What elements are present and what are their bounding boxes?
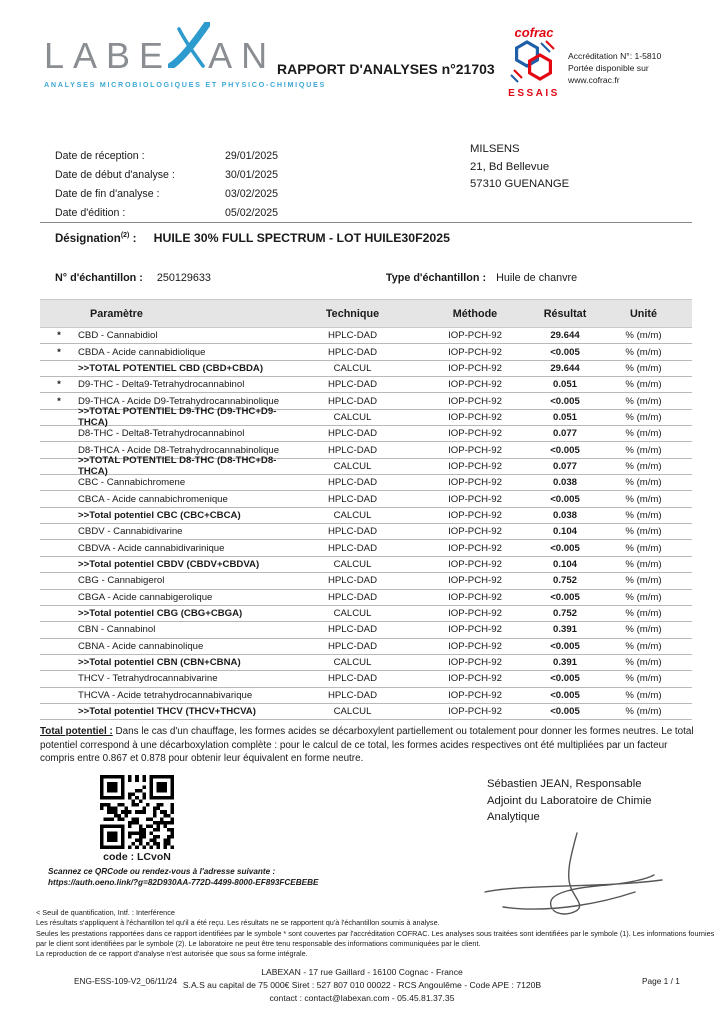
date-value: 29/01/2025 <box>225 149 279 162</box>
table-cell: IOP-PCH-92 <box>448 411 502 423</box>
cofrac-url: www.cofrac.fr <box>568 75 620 85</box>
table-row <box>40 361 692 377</box>
table-cell: CBC - Cannabichromene <box>78 477 186 489</box>
table-cell: IOP-PCH-92 <box>448 640 502 652</box>
header-parametre: Paramètre <box>90 307 143 320</box>
table-row <box>40 455 692 478</box>
table-cell: CBDV - Cannabidivarine <box>78 526 183 538</box>
table-cell: IOP-PCH-92 <box>448 542 502 554</box>
table-cell: CBN - Cannabinol <box>78 624 156 636</box>
wordmark-left: LABE <box>44 35 173 76</box>
table-cell: D9-THC - Delta9-Tetrahydrocannabinol <box>78 379 245 391</box>
table-cell: % (m/m) <box>625 477 662 489</box>
table-cell: >>TOTAL POTENTIEL D8-THC (D8-THC+D8-THCA) <box>78 455 277 478</box>
table-row <box>40 688 692 704</box>
table-cell: 29.644 <box>550 362 580 374</box>
table-cell: D9-THCA - Acide D9-Tetrahydrocannabinolique <box>78 395 280 407</box>
note-text: Dans le cas d'un chauffage, les formes acides se décarboxylent partiellement ou totalement pour donner les formes neutres. Le total potentiel correspond à une décarboxylation complète : pour le calcul de ce total, les formes acides respectives ont été multipliées par un facteur compris entre 0.867 et 0.878 pour obtenir leur équivalent en forme neutre. <box>40 726 694 764</box>
table-cell: <0.005 <box>550 640 580 652</box>
table-row <box>40 406 692 429</box>
table-cell: IOP-PCH-92 <box>448 444 502 456</box>
table-cell: 29.644 <box>550 330 580 342</box>
table-cell: % (m/m) <box>625 493 662 505</box>
table-cell: % (m/m) <box>625 575 662 587</box>
wordmark-right: AN <box>208 35 277 76</box>
table-cell: HPLC-DAD <box>327 444 378 456</box>
table-cell: HPLC-DAD <box>327 428 378 440</box>
signatory-line1: Sébastien JEAN, Responsable <box>487 778 642 790</box>
table-cell: >>TOTAL POTENTIEL D9-THC (D9-THC+D9-THCA) <box>78 406 277 429</box>
note-lead: Total potentiel : <box>40 726 113 737</box>
divider <box>40 222 692 223</box>
table-cell: D8-THC - Delta8-Tetrahydrocannabinol <box>78 428 245 440</box>
table-cell: THCV - Tetrahydrocannabivarine <box>78 673 218 685</box>
fineprint-line: Seules les prestations rapportées dans ce rapport identifiées par le symbole * sont couvertes par l'accréditation COFRAC. Les analyses sous traitées sont identifiées par le symbole (1). Les informations fournies par le client sont identifiées par le symbole (2). Le laboratoire ne peut être tenu responsable des informations communiquées par le client. <box>36 928 715 948</box>
table-cell: % (m/m) <box>625 689 662 701</box>
table-row <box>40 573 692 589</box>
table-cell: 0.391 <box>552 657 577 669</box>
table-cell: <0.005 <box>550 395 580 407</box>
fineprint-line: < Seuil de quantification, Intf. : Interférence <box>36 908 175 917</box>
client-city: 57310 GUENANGE <box>470 178 570 190</box>
table-cell: * <box>57 395 61 407</box>
table-cell: <0.005 <box>550 689 580 701</box>
table-cell: HPLC-DAD <box>327 493 378 505</box>
table-cell: HPLC-DAD <box>327 346 378 358</box>
cofrac-accreditation-number: Accréditation N°: 1-5810 <box>568 51 662 61</box>
table-cell: IOP-PCH-92 <box>448 558 502 570</box>
table-cell: IOP-PCH-92 <box>448 673 502 685</box>
table-cell: % (m/m) <box>625 509 662 521</box>
table-cell: IOP-PCH-92 <box>448 362 502 374</box>
designation-value: HUILE 30% FULL SPECTRUM - LOT HUILE30F2025 <box>153 231 450 245</box>
date-label: Date de début d'analyse : <box>55 168 175 181</box>
client-address <box>470 141 569 194</box>
table-cell: IOP-PCH-92 <box>448 509 502 521</box>
header-resultat: Résultat <box>543 307 587 320</box>
table-cell: % (m/m) <box>625 362 662 374</box>
table-cell: CALCUL <box>333 411 372 423</box>
table-cell: CBCA - Acide cannabichromenique <box>78 493 228 505</box>
qr-caption: code : LCvoN <box>103 851 171 863</box>
date-value: 05/02/2025 <box>225 206 279 219</box>
table-cell: % (m/m) <box>625 706 662 718</box>
table-cell: IOP-PCH-92 <box>448 395 502 407</box>
table-cell: * <box>57 346 61 358</box>
table-row <box>40 344 692 360</box>
table-row <box>40 524 692 540</box>
footer-contact[interactable]: contact : contact@labexan.com - 05.45.81.37.35 <box>269 992 455 1003</box>
designation-superscript: (2) <box>120 232 130 240</box>
date-label: Date de fin d'analyse : <box>55 187 160 200</box>
table-row <box>40 491 692 507</box>
fineprint-line: Les résultats s'appliquent à l'échantillon tel qu'il a été reçu. Les résultats ne se rapportent qu'à l'échantillon soumis à analyse. <box>36 918 440 928</box>
table-cell: HPLC-DAD <box>327 624 378 636</box>
cofrac-text <box>568 26 661 99</box>
table-row <box>40 475 692 491</box>
labexan-x-swoosh-icon <box>168 22 210 76</box>
table-cell: CBDA - Acide cannabidiolique <box>78 346 206 358</box>
date-value: 03/02/2025 <box>225 187 279 200</box>
table-cell: <0.005 <box>550 493 580 505</box>
table-cell: HPLC-DAD <box>327 640 378 652</box>
table-cell: % (m/m) <box>625 673 662 685</box>
table-cell: % (m/m) <box>625 608 662 620</box>
table-cell: HPLC-DAD <box>327 379 378 391</box>
sample-line <box>55 272 692 284</box>
date-value: 30/01/2025 <box>225 168 279 181</box>
table-cell: % (m/m) <box>625 526 662 538</box>
table-cell: IOP-PCH-92 <box>448 477 502 489</box>
table-cell: HPLC-DAD <box>327 330 378 342</box>
signatory-title <box>487 776 717 826</box>
date-fin <box>55 184 278 203</box>
table-cell: % (m/m) <box>625 395 662 407</box>
date-debut <box>55 165 278 184</box>
sample-number-value: 250129633 <box>156 272 211 284</box>
labexan-logo <box>44 22 326 89</box>
table-row <box>40 655 692 671</box>
table-cell: IOP-PCH-92 <box>448 379 502 391</box>
footer-company-info <box>112 966 612 1004</box>
table-cell: HPLC-DAD <box>327 673 378 685</box>
table-cell: 0.077 <box>552 460 577 472</box>
table-cell: CBGA - Acide cannabigerolique <box>78 591 213 603</box>
cofrac-brand: cofrac <box>514 25 554 40</box>
table-cell: * <box>57 379 61 391</box>
table-cell: IOP-PCH-92 <box>448 575 502 587</box>
page-number: Page 1 / 1 <box>642 976 680 986</box>
table-cell: % (m/m) <box>625 379 662 391</box>
table-row <box>40 508 692 524</box>
cofrac-logo-icon <box>508 26 560 99</box>
table-cell: >>Total potentiel THCV (THCV+THCVA) <box>78 706 256 718</box>
table-cell: CBDVA - Acide cannabidivarinique <box>78 542 225 554</box>
designation-label: Désignation <box>55 233 121 245</box>
table-row <box>40 671 692 687</box>
table-cell: CALCUL <box>333 362 372 374</box>
header-methode: Méthode <box>452 307 498 320</box>
table-cell: 0.038 <box>552 509 577 521</box>
table-cell: <0.005 <box>550 591 580 603</box>
table-cell: IOP-PCH-92 <box>448 526 502 538</box>
table-cell: HPLC-DAD <box>327 477 378 489</box>
table-cell: HPLC-DAD <box>327 395 378 407</box>
table-cell: 0.038 <box>552 477 577 489</box>
cofrac-portee: Portée disponible sur <box>568 63 649 73</box>
table-cell: 0.104 <box>552 526 577 538</box>
table-row <box>40 377 692 393</box>
results-table-header <box>40 299 692 328</box>
table-cell: % (m/m) <box>625 640 662 652</box>
table-cell: % (m/m) <box>625 428 662 440</box>
header-technique: Technique <box>325 307 380 320</box>
table-cell: THCVA - Acide tetrahydrocannabivarique <box>78 689 253 701</box>
table-cell: IOP-PCH-92 <box>448 624 502 636</box>
table-cell: % (m/m) <box>625 624 662 636</box>
table-cell: IOP-PCH-92 <box>448 460 502 472</box>
table-cell: 0.104 <box>552 558 577 570</box>
table-cell: IOP-PCH-92 <box>448 706 502 718</box>
qr-url[interactable]: https://auth.oeno.link/?g=82D930AA-772D-4499-8000-EF893FCEBEBE <box>48 878 319 887</box>
table-cell: D8-THCA - Acide D8-Tetrahydrocannabinolique <box>78 444 280 456</box>
table-row <box>40 590 692 606</box>
table-cell: IOP-PCH-92 <box>448 689 502 701</box>
table-cell: 0.051 <box>552 379 577 391</box>
dates-block <box>55 146 278 222</box>
document-code: ENG-ESS-109-V2_06/11/24 <box>74 976 178 986</box>
table-row <box>40 426 692 442</box>
table-cell: % (m/m) <box>625 460 662 472</box>
qr-block <box>48 775 368 887</box>
qr-scan-instruction: Scannez ce QRCode ou rendez-vous à l'adresse suivante : <box>48 867 276 876</box>
table-cell: CALCUL <box>333 657 372 669</box>
table-cell: * <box>57 330 61 342</box>
table-row <box>40 704 692 720</box>
table-cell: IOP-PCH-92 <box>448 608 502 620</box>
date-label: Date de réception : <box>55 149 145 162</box>
date-label: Date d'édition : <box>55 206 126 219</box>
table-cell: % (m/m) <box>625 558 662 570</box>
table-cell: % (m/m) <box>625 444 662 456</box>
table-row <box>40 622 692 638</box>
cofrac-essais: ESSAIS <box>508 88 560 99</box>
cofrac-accreditation <box>508 26 661 99</box>
designation-colon: : <box>132 233 137 245</box>
client-street: 21, Bd Bellevue <box>470 160 550 173</box>
table-cell: % (m/m) <box>625 411 662 423</box>
table-cell: IOP-PCH-92 <box>448 346 502 358</box>
table-row <box>40 328 692 344</box>
total-potentiel-note <box>40 725 695 766</box>
table-cell: IOP-PCH-92 <box>448 657 502 669</box>
table-row <box>40 639 692 655</box>
table-cell: HPLC-DAD <box>327 575 378 587</box>
table-cell: 0.752 <box>552 608 577 620</box>
table-cell: >>Total potentiel CBDV (CBDV+CBDVA) <box>78 558 260 570</box>
table-cell: 0.752 <box>552 575 577 587</box>
signature-block <box>487 776 717 923</box>
table-cell: <0.005 <box>550 346 580 358</box>
table-cell: IOP-PCH-92 <box>448 330 502 342</box>
client-name: MILSENS <box>470 143 520 155</box>
table-cell: % (m/m) <box>625 330 662 342</box>
sample-type-label: Type d'échantillon : <box>385 272 487 284</box>
table-cell: % (m/m) <box>625 542 662 554</box>
table-cell: CALCUL <box>333 509 372 521</box>
table-cell: <0.005 <box>550 542 580 554</box>
table-cell: >>Total potentiel CBG (CBG+CBGA) <box>78 608 243 620</box>
table-row <box>40 540 692 556</box>
table-cell: % (m/m) <box>625 657 662 669</box>
results-table-body <box>40 328 692 720</box>
table-cell: 0.391 <box>552 624 577 636</box>
table-cell: IOP-PCH-92 <box>448 591 502 603</box>
table-cell: CBG - Cannabigerol <box>78 575 165 587</box>
date-reception <box>55 146 278 165</box>
table-cell: >>TOTAL POTENTIEL CBD (CBD+CBDA) <box>78 362 264 374</box>
table-row <box>40 606 692 622</box>
table-cell: >>Total potentiel CBN (CBN+CBNA) <box>78 657 241 669</box>
table-cell: IOP-PCH-92 <box>448 493 502 505</box>
table-cell: >>Total potentiel CBC (CBC+CBCA) <box>78 509 241 521</box>
results-table <box>40 299 692 720</box>
table-cell: % (m/m) <box>625 591 662 603</box>
table-cell: <0.005 <box>550 673 580 685</box>
table-cell: CALCUL <box>333 608 372 620</box>
table-cell: CBNA - Acide cannabinolique <box>78 640 204 652</box>
table-cell: CALCUL <box>333 706 372 718</box>
qr-code-icon <box>100 775 174 849</box>
table-cell: CALCUL <box>333 460 372 472</box>
footer-legal: S.A.S au capital de 75 000€ Siret : 527 807 010 00022 - RCS Angoulême - Code APE : 7120B <box>182 979 542 990</box>
table-cell: CALCUL <box>333 558 372 570</box>
table-cell: HPLC-DAD <box>327 526 378 538</box>
designation-line <box>55 231 450 245</box>
table-cell: IOP-PCH-92 <box>448 428 502 440</box>
table-cell: HPLC-DAD <box>327 689 378 701</box>
fine-print <box>36 908 720 959</box>
footer-address: LABEXAN - 17 rue Gaillard - 16100 Cognac - France <box>261 967 463 977</box>
date-edition <box>55 203 278 222</box>
sample-number-label: N° d'échantillon : <box>55 272 143 284</box>
table-cell: <0.005 <box>550 444 580 456</box>
signatory-line2: Adjoint du Laboratoire de Chimie <box>487 794 652 807</box>
fineprint-line: La reproduction de ce rapport d'analyse n'est autorisée que sous sa forme intégrale. <box>36 949 308 959</box>
table-cell: 0.077 <box>552 428 577 440</box>
sample-type-value: Huile de chanvre <box>496 272 578 284</box>
table-cell: CBD - Cannabidiol <box>78 330 158 342</box>
header-unite: Unité <box>630 307 657 320</box>
logo-subtitle: ANALYSES MICROBIOLOGIQUES ET PHYSICO-CHIMIQUES <box>44 80 327 89</box>
table-cell: % (m/m) <box>625 346 662 358</box>
signatory-line3: Analytique <box>487 811 540 823</box>
table-cell: <0.005 <box>550 706 580 718</box>
table-row <box>40 557 692 573</box>
table-cell: HPLC-DAD <box>327 542 378 554</box>
table-cell: HPLC-DAD <box>327 591 378 603</box>
cofrac-hexagons-icon <box>510 39 558 83</box>
report-title: RAPPORT D'ANALYSES n°21703 <box>277 61 495 77</box>
table-cell: 0.051 <box>552 411 577 423</box>
